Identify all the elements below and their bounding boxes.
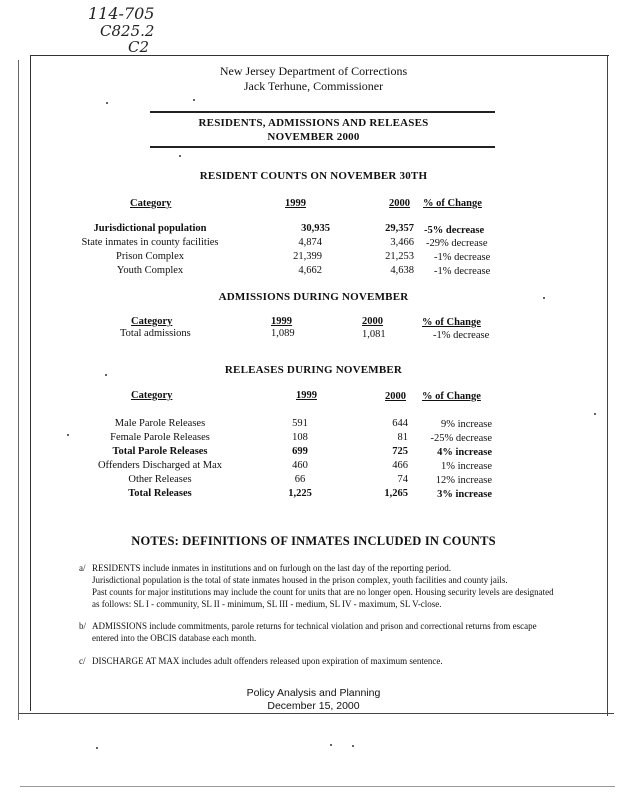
releases-row-1999: 460 <box>292 460 308 471</box>
note-a-line: Jurisdictional population is the total of state inmates housed in the prison complex, youth facilities and county jails. <box>92 575 508 585</box>
resident-row-2000: 4,638 <box>390 265 414 276</box>
releases-row-1999: 108 <box>292 432 308 443</box>
page-border-bottom <box>18 713 614 714</box>
resident-row-2000: 29,357 <box>385 223 414 234</box>
releases-row-label: Other Releases <box>128 474 192 485</box>
releases-row-2000: 74 <box>397 474 408 485</box>
releases-row-label: Female Parole Releases <box>110 432 210 443</box>
releases-row-label: Male Parole Releases <box>114 418 206 429</box>
releases-row-1999: 699 <box>292 446 308 457</box>
admissions-row-change: -1% decrease <box>433 330 490 341</box>
note-a-marker: a/ <box>79 563 86 573</box>
releases-row-2000: 725 <box>392 446 408 457</box>
resident-row-label: Jurisdictional population <box>93 223 207 234</box>
releases-row-2000: 466 <box>392 460 408 471</box>
note-c-marker: c/ <box>79 656 86 666</box>
page-border <box>30 55 609 711</box>
scan-speck <box>106 102 108 104</box>
releases-row-2000: 1,265 <box>384 488 408 499</box>
handwritten-catalog-number: 114-705 <box>88 4 155 23</box>
releases-row-2000: 81 <box>397 432 408 443</box>
commissioner-name: Jack Terhune, Commissioner <box>243 79 384 93</box>
handwritten-copy-number: C2 <box>128 38 150 56</box>
admissions-row-2000: 1,081 <box>362 329 386 340</box>
resident-row-change: -29% decrease <box>426 238 488 249</box>
resident-row-label: Prison Complex <box>116 251 184 262</box>
resident-row-2000: 21,253 <box>385 251 414 262</box>
resident-counts-heading: RESIDENT COUNTS ON NOVEMBER 30TH <box>199 170 428 182</box>
admissions-col-1999: 1999 <box>271 316 292 327</box>
releases-col-change: % of Change <box>422 391 481 402</box>
note-a-line: RESIDENTS include inmates in institutions and on furlough on the last day of the reporting period. <box>92 563 451 573</box>
releases-col-1999: 1999 <box>296 390 317 401</box>
resident-row-1999: 4,662 <box>298 265 322 276</box>
releases-col-category: Category <box>131 390 173 401</box>
scan-edge-line <box>18 60 19 720</box>
report-title: RESIDENTS, ADMISSIONS AND RELEASES <box>198 117 429 129</box>
page-border-right <box>607 56 608 716</box>
releases-row-label: Total Releases <box>128 488 192 499</box>
releases-col-2000: 2000 <box>385 391 406 402</box>
note-b-line: ADMISSIONS include commitments, parole returns for technical violation and prison and correctional returns from escape <box>92 621 537 631</box>
releases-row-label: Total Parole Releases <box>112 446 208 457</box>
resident-row-label: State inmates in county facilities <box>81 237 219 248</box>
releases-row-change: 4% increase <box>437 447 492 458</box>
releases-row-1999: 1,225 <box>288 488 312 499</box>
scan-speck <box>179 155 181 157</box>
scan-speck <box>352 745 354 747</box>
note-b-marker: b/ <box>79 621 87 631</box>
releases-row-change: 12% increase <box>435 475 492 486</box>
handwritten-call-number: C825.2 <box>100 22 155 40</box>
footer-office: Policy Analysis and Planning <box>246 687 381 699</box>
releases-row-change: 1% increase <box>440 461 492 472</box>
resident-row-1999: 21,399 <box>293 251 322 262</box>
scan-speck <box>67 434 69 436</box>
report-month: NOVEMBER 2000 <box>267 131 360 143</box>
scan-speck <box>594 413 596 415</box>
releases-row-1999: 66 <box>294 474 306 485</box>
resident-row-change: -1% decrease <box>434 266 491 277</box>
resident-row-1999: 4,874 <box>298 237 322 248</box>
admissions-row-1999: 1,089 <box>271 328 295 339</box>
resident-row-2000: 3,466 <box>390 237 414 248</box>
resident-row-1999: 30,935 <box>301 223 330 234</box>
resident-row-change: -5% decrease <box>424 225 485 236</box>
admissions-col-category: Category <box>131 316 173 327</box>
department-name: New Jersey Department of Corrections <box>219 64 408 78</box>
scan-speck <box>330 744 332 746</box>
notes-heading: NOTES: DEFINITIONS OF INMATES INCLUDED IN COUNTS <box>131 534 496 548</box>
note-c-line: DISCHARGE AT MAX includes adult offenders released upon expiration of maximum sentence. <box>92 656 443 666</box>
resident-col-category: Category <box>130 198 172 209</box>
releases-row-1999: 591 <box>292 418 308 429</box>
resident-row-change: -1% decrease <box>434 252 491 263</box>
releases-row-label: Offenders Discharged at Max <box>97 460 223 471</box>
title-rule-bottom <box>150 146 495 148</box>
admissions-col-change: % of Change <box>422 317 481 328</box>
note-a-line: Past counts for major institutions may include the count for units that are no longer open. Housing security levels are designated <box>92 587 554 597</box>
note-a-line: as follows: SL I - community, SL II - minimum, SL III - medium, SL IV - maximum, SL V-close. <box>92 599 442 609</box>
scan-speck <box>96 747 98 749</box>
admissions-row-label: Total admissions <box>120 328 191 339</box>
admissions-col-2000: 2000 <box>362 316 383 327</box>
releases-row-2000: 644 <box>392 418 408 429</box>
resident-col-1999: 1999 <box>285 198 306 209</box>
resident-row-label: Youth Complex <box>116 265 184 276</box>
scan-speck <box>193 99 195 101</box>
scan-bottom-line <box>20 786 615 787</box>
scan-speck <box>105 374 107 376</box>
releases-row-change: 9% increase <box>440 419 492 430</box>
resident-col-change: % of Change <box>423 198 482 209</box>
title-rule-top <box>150 111 495 113</box>
resident-col-2000: 2000 <box>389 198 410 209</box>
footer-date: December 15, 2000 <box>267 700 360 712</box>
releases-row-change: 3% increase <box>437 489 492 500</box>
admissions-heading: ADMISSIONS DURING NOVEMBER <box>218 291 409 303</box>
releases-heading: RELEASES DURING NOVEMBER <box>224 364 403 376</box>
scan-speck <box>543 297 545 299</box>
releases-row-change: -25% decrease <box>430 433 492 444</box>
note-b-line: entered into the OBCIS database each month. <box>92 633 257 643</box>
